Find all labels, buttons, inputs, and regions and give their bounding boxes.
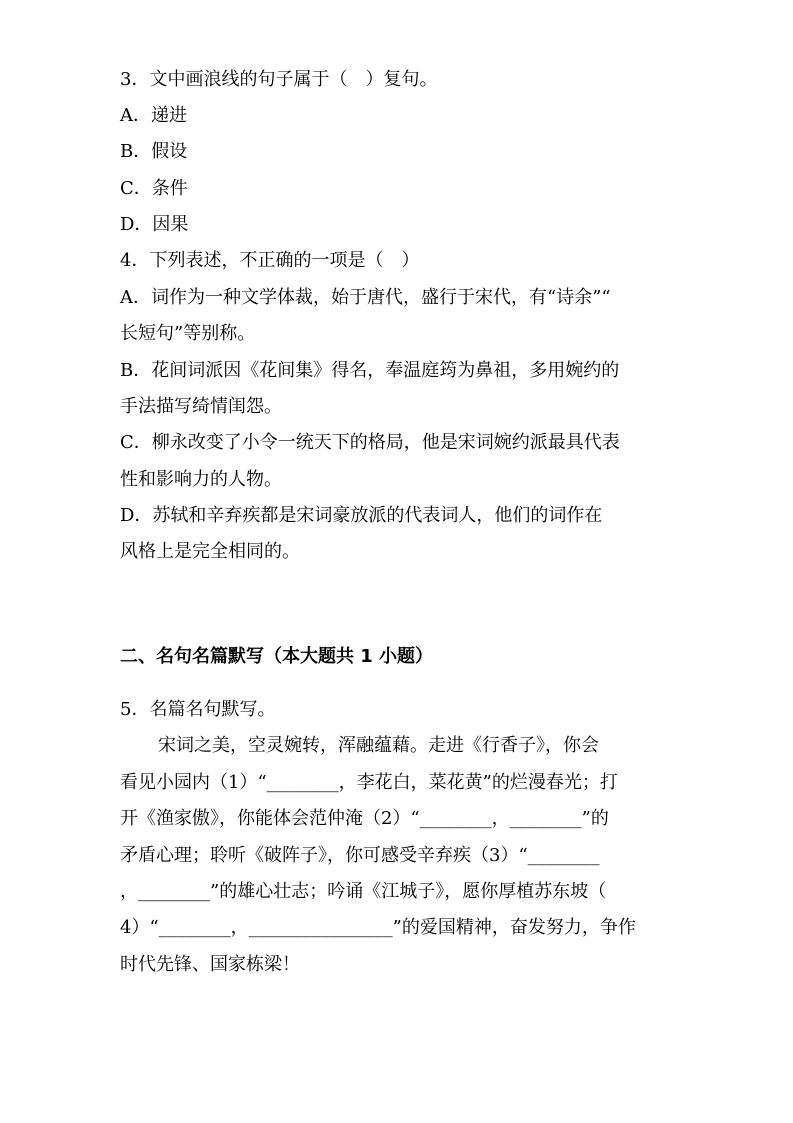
- q5-line-1: 宋词之美，空灵婉转，浑融蕴藉。走进《行香子》，你会: [158, 735, 599, 756]
- q5-line-2: 看见小园内（1）“________，李花白，菜花黄”的烂漫春光；打: [120, 772, 618, 793]
- q5-line-3: 开《渔家傲》，你能体会范仲淹（2）“________，________”的: [120, 808, 609, 829]
- q5-stem: 5．名篇名句默写。: [120, 699, 276, 720]
- q4-option-b-line2: 手法描写绮情闺怨。: [120, 396, 282, 417]
- q4-option-c-line2: 性和影响力的人物。: [120, 469, 282, 490]
- q4-option-d-line1: D．苏轼和辛弃疾都是宋词豪放派的代表词人，他们的词作在: [120, 505, 603, 526]
- q3-option-c: C．条件: [120, 178, 188, 199]
- q3-option-d: D．因果: [120, 214, 189, 235]
- q5-line-4: 矛盾心理；聆听《破阵子》，你可感受辛弃疾（3）“________: [120, 845, 600, 866]
- q4-option-a-line2: 长短句”等别称。: [120, 323, 256, 344]
- q4-option-c-line1: C．柳永改变了小令一统天下的格局，他是宋词婉约派最具代表: [120, 432, 620, 453]
- q3-stem: 3．文中画浪线的句子属于（ ）复句。: [120, 69, 438, 90]
- q3-option-b: B．假设: [120, 141, 188, 162]
- q4-option-a-line1: A．词作为一种文学体裁，始于唐代，盛行于宋代，有“诗余”“: [120, 287, 611, 308]
- section-2-title: 二、名句名篇默写（本大题共 1 小题）: [120, 646, 434, 667]
- q5-line-7: 时代先锋、国家栋梁！: [120, 954, 300, 975]
- q4-option-d-line2: 风格上是完全相同的。: [120, 541, 300, 562]
- q3-option-a: A．递进: [120, 105, 187, 126]
- q4-stem: 4．下列表述，不正确的一项是（ ）: [120, 250, 420, 271]
- q4-option-b-line1: B．花间词派因《花间集》得名，奉温庭筠为鼻祖，多用婉约的: [120, 360, 620, 381]
- q5-line-6: 4）“________，________________”的爱国精神，奋发努力，争作: [120, 917, 636, 938]
- q5-line-5: ，________”的雄心壮志；吟诵《江城子》，愿你厚植苏东坡（: [120, 881, 607, 902]
